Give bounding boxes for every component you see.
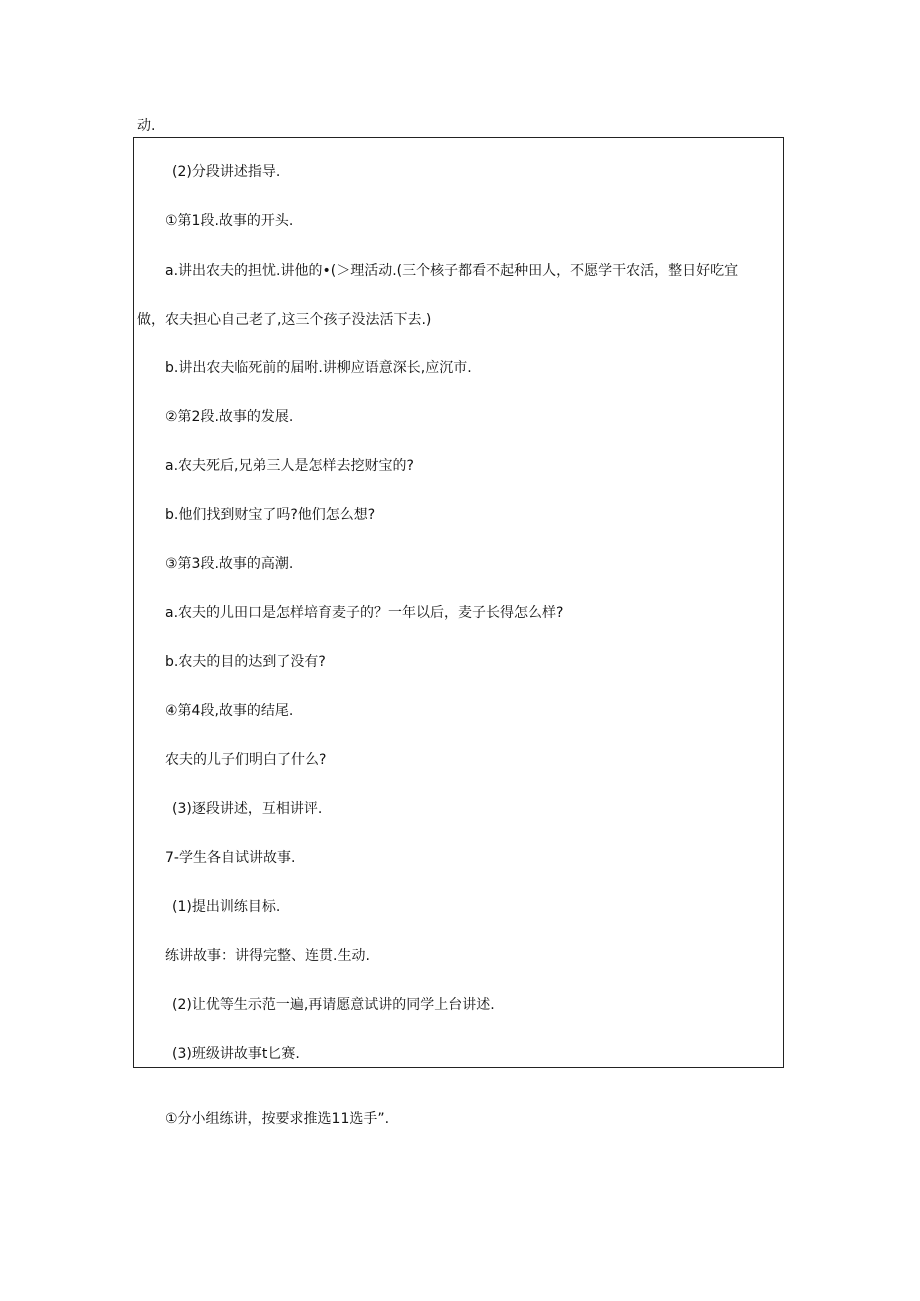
text-line-section-3: (3)逐段讲述，互相讲评. bbox=[172, 801, 323, 817]
text-line-item-b: b.他们找到财宝了吗?他们怎么想? bbox=[165, 507, 376, 523]
text-line-step-7: 7-学生各自试讲故事. bbox=[165, 850, 296, 866]
text-line-goal: 练讲故事：讲得完整、连贯.生动. bbox=[165, 948, 370, 964]
text-line-item-a-cont: 做，农夫担心自己老了,这三个孩子没法活下去.) bbox=[137, 312, 432, 328]
text-line-item-b: b.讲出农夫临死前的届咐.讲柳应语意深长,应沉市. bbox=[165, 360, 472, 376]
text-line-item-a: a.农夫死后,兄弟三人是怎样去挖财宝的? bbox=[165, 458, 414, 474]
text-line-item-a: a.农夫的儿田口是怎样培育麦子的？一年以后，麦子长得怎么样? bbox=[165, 605, 564, 621]
text-line-item-b: b.农夫的目的达到了没有? bbox=[165, 654, 326, 670]
text-line-paragraph-2: ②第2段.故事的发展. bbox=[165, 409, 294, 425]
text-line-section-2: (2)分段讲述指导. bbox=[172, 164, 281, 180]
text-line-paragraph-1: ①第1段.故事的开头. bbox=[165, 213, 294, 229]
text-line-group-practice: ①分小组练讲，按要求推选11选手”. bbox=[165, 1111, 390, 1127]
text-line-paragraph-3: ③第3段.故事的高潮. bbox=[165, 556, 294, 572]
text-line-section-3: (3)班级讲故事t匕赛. bbox=[172, 1046, 300, 1062]
text-line-question: 农夫的儿子们明白了什么? bbox=[165, 752, 327, 768]
text-line-section-2: (2)让优等生示范一遍,再请愿意试讲的同学上台讲述. bbox=[172, 997, 495, 1013]
text-line-continuation: 动. bbox=[137, 118, 156, 134]
text-line-section-1: (1)提出训练目标. bbox=[172, 899, 281, 915]
text-line-item-a: a.讲出农夫的担忧.讲他的•(＞理活动.(三个核子都看不起种田人，不愿学干农活，整日好吃宜 bbox=[165, 263, 739, 279]
text-line-paragraph-4: ④第4段,故事的结尾. bbox=[165, 703, 294, 719]
